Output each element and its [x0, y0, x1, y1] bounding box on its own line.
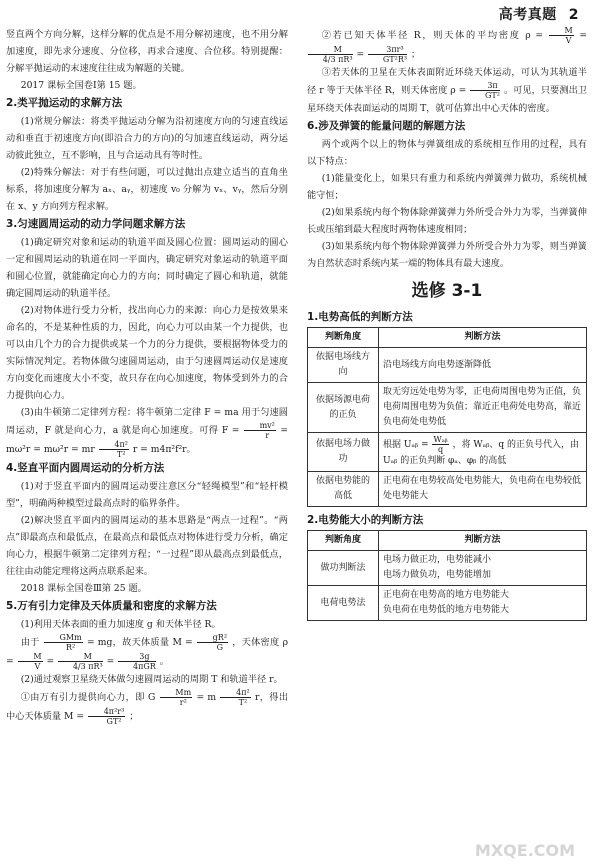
table-header-row [308, 328, 587, 348]
text-fragment: = [106, 656, 115, 667]
numerator: M [58, 652, 103, 662]
numerator: M [308, 45, 353, 55]
section-heading: 4.竖直平面内圆周运动的分析方法 [6, 462, 165, 474]
table-cell-line: 负电荷在电势低的地方电势能大 [383, 605, 510, 615]
text-fragment: ②若已知天体半径 R，则天体的平均密度 ρ = [321, 30, 544, 41]
table-header: 判断角度 [308, 531, 379, 551]
table-cell: 依据电场线方向 [308, 348, 379, 383]
paragraph-with-formula [6, 404, 288, 459]
denominator: T² [116, 450, 126, 459]
table-header: 判断方法 [379, 531, 587, 551]
numerator: 3π [470, 81, 500, 91]
paragraph: (3)如果系统内每个物体除弹簧弹力外所受合外力为零，则当弹簧为自然状态时系统内某一端的物体具有最大速度。 [307, 241, 587, 269]
paragraph: (2)特殊分解法：对于有些问题，可以过抛出点建立适当的直角坐标系，将加速度分解为 aₓ、aᵧ，初速度 v₀ 分解为 vₓ、vᵧ，然后分别在 x、y 方向列方程求解。 [6, 167, 288, 212]
denominator: 4/3 πR³ [72, 662, 103, 671]
fraction [99, 440, 129, 459]
fraction [220, 688, 250, 707]
text-fragment: ，天体密度 ρ = [6, 637, 289, 667]
section-heading: 2.电势能大小的判断方法 [307, 514, 424, 526]
denominator: G [216, 643, 224, 652]
text-fragment: = mω²r = mω²r = mr [6, 425, 289, 455]
numerator: M [549, 26, 574, 36]
text-fragment: ，将 Wₐᵦ、q 的正负号代入，由 Uₐᵦ 的正负判断 φₐ、φᵦ 的高低 [383, 440, 580, 466]
table-row [308, 433, 587, 472]
text-fragment: ； [129, 711, 139, 722]
text-fragment: = [579, 30, 588, 41]
text-fragment: (3)由牛顿第二定律列方程：将牛顿第二定律 F = ma 用于匀速圆周运动，F 就是向心力，a 就是向心加速度。可得 F = [6, 407, 288, 436]
paragraph-with-formula [6, 633, 288, 671]
denominator: GT² [106, 717, 122, 726]
text-fragment: r，得出中心天体质量 M = [6, 692, 289, 722]
fraction [58, 652, 103, 671]
section-heading: 6.涉及弹簧的能量问题的解题方法 [307, 120, 466, 132]
paragraph: (1)常规分解法：将类平抛运动分解为沿初速度方向的匀速直线运动和垂直于初速度方向(即沿合力的方向)的匀加速直线运动，两分运动彼此独立，互不影响，且与合运动具有等时性。 [6, 116, 288, 161]
section-heading: 2.类平抛运动的求解方法 [6, 97, 123, 109]
table-header: 判断方法 [379, 328, 587, 348]
fraction [88, 707, 125, 726]
fraction [18, 652, 43, 671]
denominator: 4πGR [132, 662, 156, 671]
fraction [368, 45, 407, 64]
fraction [244, 421, 276, 440]
denominator: q [438, 445, 444, 454]
table-cell-line: 正电荷在电势高的地方电势能大 [383, 590, 510, 600]
paragraph: (2)对物体进行受力分析，找出向心力的来源：向心力是按效果来命名的，不是某种性质的力，因此，向心力可以由某一个力提供，也可以由几个力的合力提供或某一个力的分力提供，要根据物体受力的实际情况判定。若物体做匀速圆周运动，由于匀速圆周运动仅是速度方向变化而速度大小不变，故只存在向心加速度，物体受到外力的合力提供向心力。 [6, 305, 288, 401]
potential-table [307, 327, 587, 507]
table-header: 判断角度 [308, 328, 379, 348]
table-row [308, 472, 587, 507]
text-fragment: = [46, 656, 55, 667]
denominator: V [34, 662, 41, 671]
numerator: gR² [197, 633, 228, 643]
fraction [197, 633, 228, 652]
denominator: R² [66, 643, 76, 652]
table-cell [379, 551, 587, 586]
header-title: 高考真题 [498, 7, 557, 23]
numerator: GMm [44, 633, 83, 643]
table-row [308, 383, 587, 433]
section-heading: 1.电势高低的判断方法 [307, 311, 413, 323]
text-fragment: ③若天体的卫星在天体表面附近环绕天体运动，可认为其轨道半径 r 等于天体半径 R，则天体密度 ρ = [307, 67, 587, 96]
denominator: GT²R³ [382, 55, 408, 64]
numerator: 4π²r³ [88, 707, 125, 717]
table-cell-line: 电场力做正功，电势能减小 [383, 555, 492, 565]
numerator: 3g [118, 652, 155, 662]
table-cell: 正电荷在电势较高处电势能大，负电荷在电势较低处电势能大 [379, 472, 587, 507]
table-row [308, 586, 587, 621]
table-row [308, 348, 587, 383]
page-header [499, 4, 579, 24]
fraction [118, 652, 155, 671]
table-cell [379, 433, 587, 472]
table-cell: 电荷电势法 [308, 586, 379, 621]
numerator: M [18, 652, 43, 662]
text-fragment: 由于 [20, 637, 40, 648]
denominator: GT² [485, 91, 500, 100]
table-cell: 取无穷远处电势为零，正电荷周围电势为正值，负电荷周围电势为负值；靠近正电荷处电势高，靠近负电荷处电势低 [379, 383, 587, 433]
paragraph: (1)对于竖直平面内的圆周运动要注意区分“轻绳模型”和“轻杆模型”，明确两种模型过最高点时的临界条件。 [6, 481, 288, 509]
paragraph-with-formula [307, 64, 587, 117]
section-heading: 5.万有引力定律及天体质量和密度的求解方法 [6, 600, 217, 612]
watermark-logo [465, 814, 585, 864]
text-fragment: ①由万有引力提供向心力，即 G [20, 692, 156, 703]
paragraph-with-formula [6, 688, 288, 726]
page-number: 2 [568, 7, 579, 23]
fraction [470, 81, 500, 100]
right-column [307, 26, 587, 621]
text-fragment: 。 [159, 656, 169, 667]
table-header-row [308, 531, 587, 551]
table-row [308, 551, 587, 586]
paragraph: (2)如果系统内每个物体除弹簧弹力外所受合外力为零，当弹簧伸长或压缩到最大程度时两物体速度相同； [307, 207, 587, 235]
table-cell: 依据电势能的高低 [308, 472, 379, 507]
paragraph: (2)通过观察卫星绕天体做匀速圆周运动的周期 T 和轨道半径 r。 [20, 674, 283, 685]
table-cell [379, 586, 587, 621]
denominator: 4/3 πR³ [322, 55, 353, 64]
text-fragment: 。可见，只要测出卫星环绕天体表面运动的周期 T，就可估算出中心天体的密度。 [307, 85, 587, 114]
text-fragment: = [356, 49, 365, 60]
paragraph: (1)确定研究对象和运动的轨道平面及圆心位置：圆周运动的圆心一定和圆周运动的轨道在同一平面内，确定研究对象运动的轨道平面和圆心位置，就能确定向心力的方向；同时确定了圆心和轨道，就能确定圆周运动的轨道半径。 [6, 237, 288, 299]
numerator: 4π² [99, 440, 129, 450]
source-reference: 2018 课标全国卷Ⅲ第 25 题。 [20, 583, 147, 594]
paragraph: (2)解决竖直平面内的圆周运动的基本思路是“两点一过程”。“两点”即最高点和最低点，在最高点和最低点对物体进行受力分析，确定向心力，根据牛顿第二定律列方程；“一过程”即从最高点到最低点，往往由动能定理将这两点联系起来。 [6, 515, 288, 577]
fraction [160, 688, 193, 707]
table-cell-line: 电场力做负功，电势能增加 [383, 570, 492, 580]
table-cell: 做功判断法 [308, 551, 379, 586]
fraction [432, 435, 448, 454]
denominator: V [565, 36, 572, 45]
table-cell: 依据电场力做功 [308, 433, 379, 472]
text-fragment: = mg，故天体质量 M = [86, 637, 193, 648]
fraction [308, 45, 353, 64]
text-fragment: ； [410, 49, 421, 60]
numerator: Mm [160, 688, 193, 698]
source-reference: 2017 课标全国卷Ⅰ第 15 题。 [20, 80, 142, 91]
paragraph: (1)利用天体表面的重力加速度 g 和天体半径 R。 [20, 619, 221, 630]
fraction [44, 633, 83, 652]
numerator: 3πr³ [368, 45, 407, 55]
section-heading: 3.匀速圆周运动的动力学问题求解方法 [6, 218, 186, 230]
denominator: T² [238, 698, 248, 707]
paragraph-with-formula [307, 26, 587, 64]
text-fragment: 根据 Uₐᵦ = [383, 440, 429, 450]
table-cell: 依据场源电荷的正负 [308, 383, 379, 433]
paragraph: 两个或两个以上的物体与弹簧组成的系统相互作用的过程，具有以下特点： [307, 139, 587, 167]
text-fragment: = m [196, 692, 217, 703]
numerator: Wₐᵦ [433, 435, 448, 444]
text-fragment: r = m4π²f²r。 [132, 444, 196, 455]
fraction [549, 26, 574, 45]
module-title: 选修 3-1 [411, 281, 483, 301]
watermark-text: MXQE.COM [474, 841, 576, 860]
numerator: mv² [244, 421, 276, 431]
energy-table [307, 530, 587, 621]
paragraph: (1)能量变化上，如果只有重力和系统内弹簧弹力做功，系统机械能守恒； [307, 173, 587, 201]
denominator: r [265, 431, 270, 440]
paragraph: 竖直两个方向分解，这样分解的优点是不用分解初速度，也不用分解加速度，即先求分速度、分位移，再求合速度、合位移。特别提醒：分解平抛运动的末速度往往成为解题的关键。 [6, 29, 288, 74]
denominator: r² [179, 698, 187, 707]
left-column [6, 26, 288, 726]
table-cell: 沿电场线方向电势逐渐降低 [379, 348, 587, 383]
numerator: 4π² [220, 688, 250, 698]
